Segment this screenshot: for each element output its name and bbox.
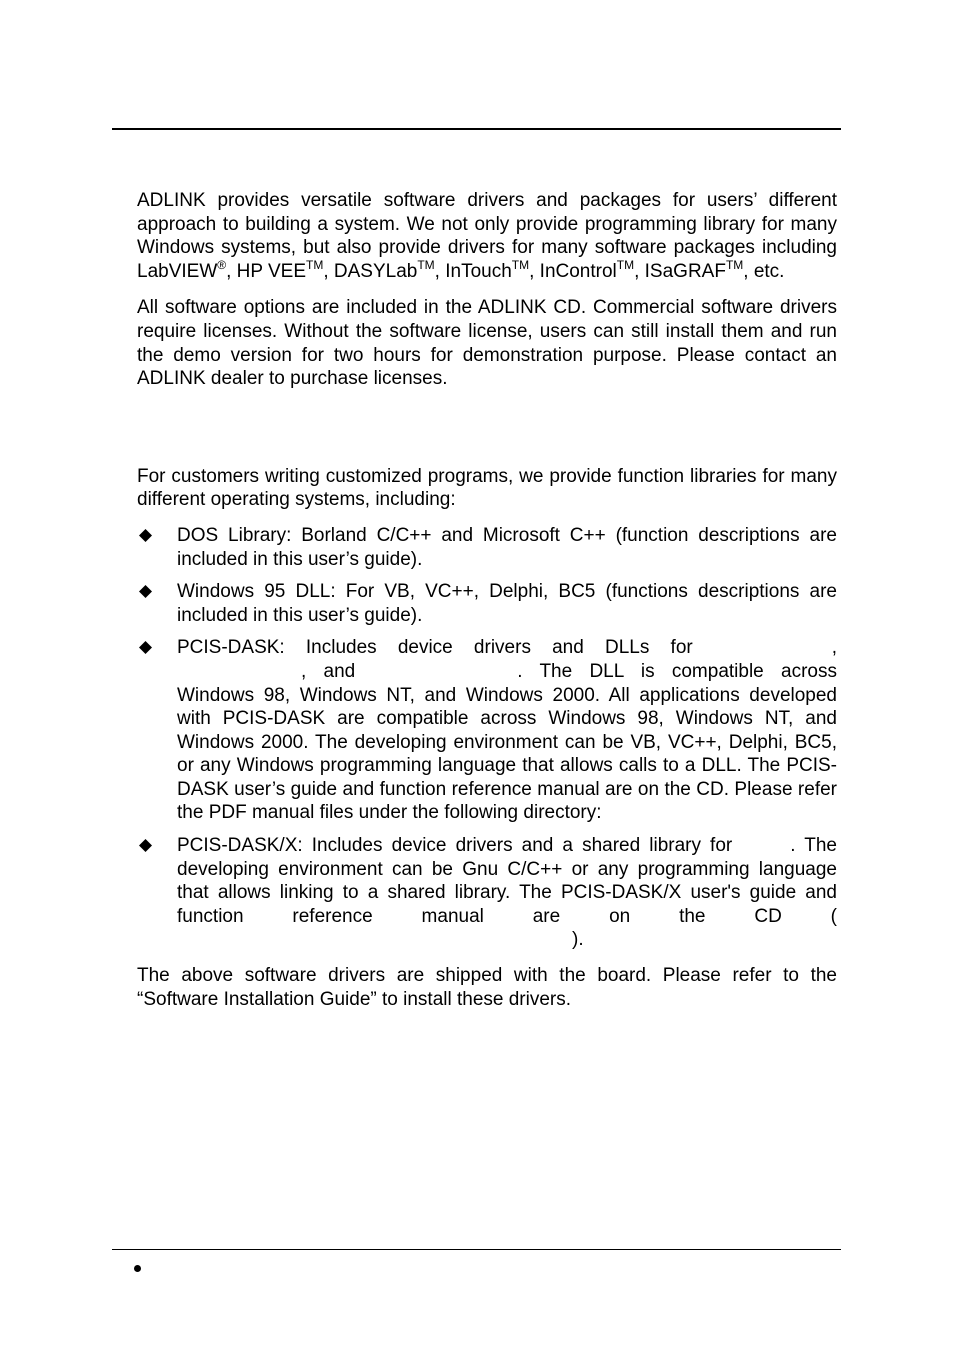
header-rule — [112, 128, 841, 130]
closing-paragraph: The above software drivers are shipped with the board. Please refer to the “Software Installation Guide” to install these drivers. — [137, 965, 837, 1010]
footer-bullet-icon — [134, 1265, 141, 1272]
libraries-intro-paragraph: For customers writing customized programs, we provide function libraries for many different operating systems, including: — [137, 465, 837, 511]
list-item-pcis-dask-x: PCIS-DASK/X: Includes device drivers and a shared library for . The developing environment can be Gnu C/C++ or any programming language that allows linking to a shared library. The PCIS-DASK/X user's guide and function reference manual are on the CD (). — [137, 834, 837, 952]
library-list — [137, 524, 837, 952]
page-body — [137, 189, 837, 1011]
list-item-windows95-dll: Windows 95 DLL: For VB, VC++, Delphi, BC5 (functions descriptions are included in this user’s guide). — [137, 580, 837, 627]
diamond-bullet-icon — [139, 839, 152, 852]
list-item-pcis-dask: PCIS-DASK: Includes device drivers and DLLs for ,, and . The DLL is compatible across Windows 98, Windows NT, and Windows 2000. All applications developed with PCIS-DASK are compatible across Windows 98, Windows NT, and Windows 2000. The developing environment can be VB, VC++, Delphi, BC5, or any Windows programming language that allows calls to a DLL. The PCIS-DASK user’s guide and function reference manual are on the CD. Please refer the PDF manual files under the following directory: — [137, 636, 837, 825]
diamond-bullet-icon — [139, 641, 152, 654]
license-paragraph: All software options are included in the ADLINK CD. Commercial software drivers require licenses. Without the software license, users can still install them and run the demo version for two hours for demonstration purpose. Please contact an ADLINK dealer to purchase licenses. — [137, 297, 837, 390]
diamond-bullet-icon — [139, 585, 152, 598]
diamond-bullet-icon — [139, 529, 152, 542]
list-item-dos-library: DOS Library: Borland C/C++ and Microsoft C++ (function descriptions are included in this user’s guide). — [137, 524, 837, 571]
intro-paragraph: ADLINK provides versatile software drivers and packages for users’ different approach to building a system. We not only provide programming library for many Windows systems, but also provide drivers for many software packages including LabVIEW®, HP VEE™, DASYLab™, InTouch™, InControl™, ISaGRAF™, etc. — [137, 190, 837, 282]
footer-rule — [112, 1249, 841, 1250]
